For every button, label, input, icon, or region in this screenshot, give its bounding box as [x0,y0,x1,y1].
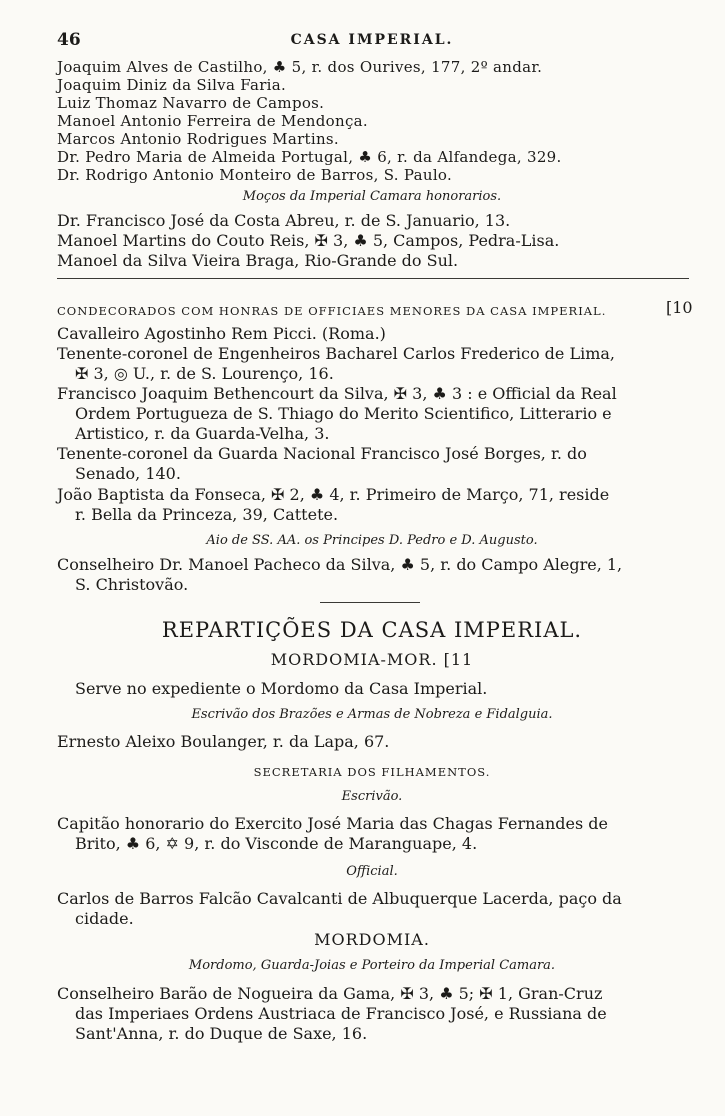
list-item: Manoel Antonio Ferreira de Mendonça. [57,112,368,130]
list-item: Tenente-coronel de Engenheiros Bacharel Carlos Frederico de Lima, [57,344,616,363]
list-item: Joaquim Alves de Castilho, ♣ 5, r. dos Ourives, 177, 2º andar. [57,58,543,76]
list-item: Dr. Francisco José da Costa Abreu, r. de S. Januario, 13. [57,211,511,230]
list-item: João Baptista da Fonseca, ✠ 2, ♣ 4, r. Primeiro de Março, 71, reside [57,485,610,504]
list-item: Marcos Antonio Rodrigues Martins. [57,130,340,148]
list-item: Carlos de Barros Falcão Cavalcanti de Albuquerque Lacerda, paço da [57,889,622,908]
list-item: Joaquim Diniz da Silva Faria. [57,76,287,94]
section-heading-secretaria: SECRETARIA DOS FILHAMENTOS. [253,765,491,779]
running-title: CASA IMPERIAL. [290,32,454,48]
list-item-continuation: cidade. [75,909,134,928]
list-item: Francisco Joaquim Bethencourt da Silva, ✠ 3, ♣ 3 : e Official da Real [57,384,617,403]
section-count: [10 [666,298,693,317]
page-number: 46 [57,30,81,50]
chapter-title: REPARTIÇÕES DA CASA IMPERIAL. [161,618,583,642]
section-heading-mordomia: MORDOMIA. [314,930,430,949]
list-item: Tenente-coronel da Guarda Nacional Francisco José Borges, r. do [57,444,587,463]
running-header [57,30,687,52]
list-item: Luiz Thomaz Navarro de Campos. [57,94,325,112]
list-item-continuation: ✠ 3, ◎ U., r. de S. Lourenço, 16. [75,364,334,383]
list-item: Capitão honorario do Exercito José Maria das Chagas Fernandes de [57,814,608,833]
section-subheading-mordomia: Mordomo, Guarda-Joias e Porteiro da Imperial Camara. [188,958,556,973]
chapter-subtitle: MORDOMIA-MOR. [11 [270,650,474,669]
list-item-continuation: Artistico, r. da Guarda-Velha, 3. [75,424,330,443]
section-heading-escrivao: Escrivão dos Brazões e Armas de Nobreza e Fidalguia. [191,707,553,722]
intro-text: Serve no expediente o Mordomo da Casa Imperial. [75,679,488,698]
list-item-continuation: Brito, ♣ 6, ✡ 9, r. do Visconde de Maranguape, 4. [75,834,478,853]
section-heading-condecorados: CONDECORADOS COM HONRAS DE OFFICIAES MENORES DA CASA IMPERIAL. [57,304,607,318]
list-item: Conselheiro Dr. Manoel Pacheco da Silva, ♣ 5, r. do Campo Alegre, 1, [57,555,623,574]
list-item: Manoel da Silva Vieira Braga, Rio-Grande do Sul. [57,251,459,270]
section-heading-aio: Aio de SS. AA. os Principes D. Pedro e D. Augusto. [206,533,538,548]
short-divider [320,602,420,603]
list-item-continuation: Senado, 140. [75,464,181,483]
list-item-continuation: r. Bella da Princeza, 39, Cattete. [75,505,339,524]
list-item-continuation: S. Christovão. [75,575,189,594]
section-subheading-escrivao: Escrivão. [341,789,403,804]
list-item: Cavalleiro Agostinho Rem Picci. (Roma.) [57,324,386,343]
list-item: Conselheiro Barão de Nogueira da Gama, ✠ 3, ♣ 5; ✠ 1, Gran-Cruz [57,984,603,1003]
list-item: Dr. Rodrigo Antonio Monteiro de Barros, S. Paulo. [57,166,453,184]
divider [57,278,689,279]
section-heading-official: Official. [346,864,398,879]
list-item: Ernesto Aleixo Boulanger, r. da Lapa, 67. [57,732,390,751]
section-heading-mocos: Moços da Imperial Camara honorarios. [242,189,502,204]
list-item: Manoel Martins do Couto Reis, ✠ 3, ♣ 5, Campos, Pedra-Lisa. [57,231,560,250]
list-item-continuation: Sant'Anna, r. do Duque de Saxe, 16. [75,1024,368,1043]
list-item: Dr. Pedro Maria de Almeida Portugal, ♣ 6, r. da Alfandega, 329. [57,148,562,166]
list-item-continuation: Ordem Portugueza de S. Thiago do Merito Scientifico, Litterario e [75,404,612,423]
list-item-continuation: das Imperiaes Ordens Austriaca de Francisco José, e Russiana de [75,1004,607,1023]
